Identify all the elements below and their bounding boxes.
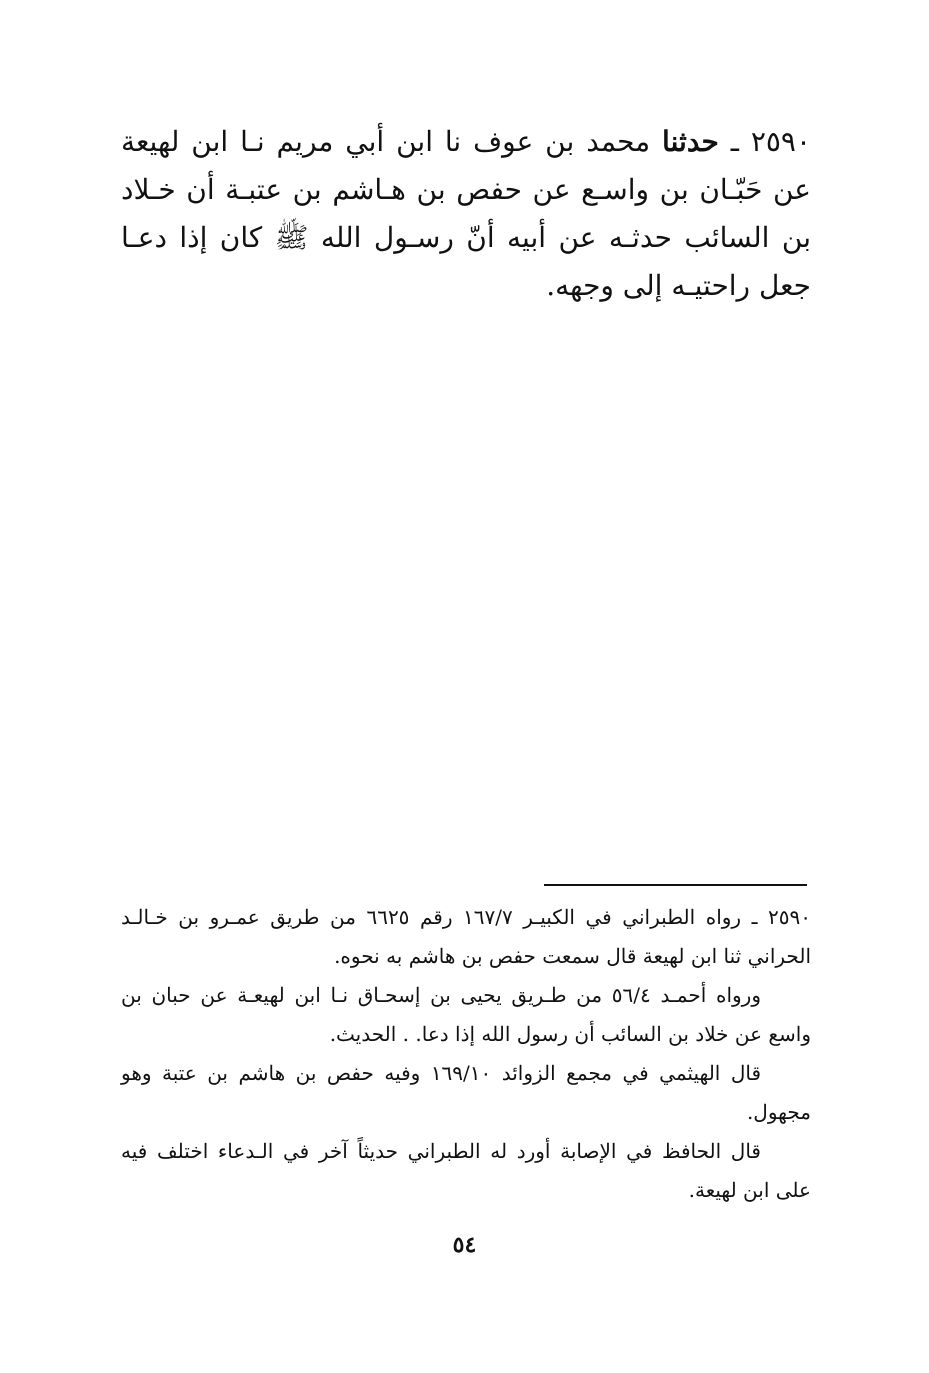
footnotes bbox=[121, 898, 811, 1210]
footnote-paragraph: قال الهيثمي في مجمع الزوائد ١٦٩/١٠ وفيه حفص بن هاشم بن عتبة وهو مجهول. bbox=[121, 1061, 811, 1124]
footnote-paragraph: ٢٥٩٠ ـ رواه الطبراني في الكبيـر ١٦٧/٧ رقم ٦٦٢٥ من طريق عمـرو بن خـالـد الحراني ثنا ابن لهيعة قال سمعت حفص بن هاشم به نحوه. bbox=[121, 905, 812, 968]
hadith-head-word: حدثنا bbox=[662, 125, 719, 158]
footnote-paragraph: قال الحافظ في الإصابة أورد له الطبراني حديثاً آخر في الـدعاء اختلف فيه على ابن لهيعة. bbox=[121, 1139, 811, 1202]
footnote-divider bbox=[544, 884, 807, 886]
footnote-paragraph: ورواه أحمـد ٥٦/٤ من طـريق يحيى بن إسحـاق نـا ابن لهيعـة عن حبان بن واسع عن خلاد بن السائب أن رسول الله إذا دعا. . الحديث. bbox=[121, 983, 811, 1046]
page-number: ٥٤ bbox=[452, 1232, 477, 1258]
hadith-separator: ـ bbox=[718, 125, 751, 158]
hadith-text bbox=[121, 118, 811, 310]
hadith-number: ٢٥٩٠ bbox=[750, 125, 811, 158]
hadith-body: محمد بن عوف نا ابن أبي مريم نـا ابن لهيعة عن حَبّـان بن واسـع عن حفص بن هـاشم بن عتبـة أن خـلاد بن السائب حدثـه عن أبيه أنّ رسـول الله ﷺ كان إذا دعـا جعل راحتيـه إلى وجهه. bbox=[121, 125, 811, 302]
